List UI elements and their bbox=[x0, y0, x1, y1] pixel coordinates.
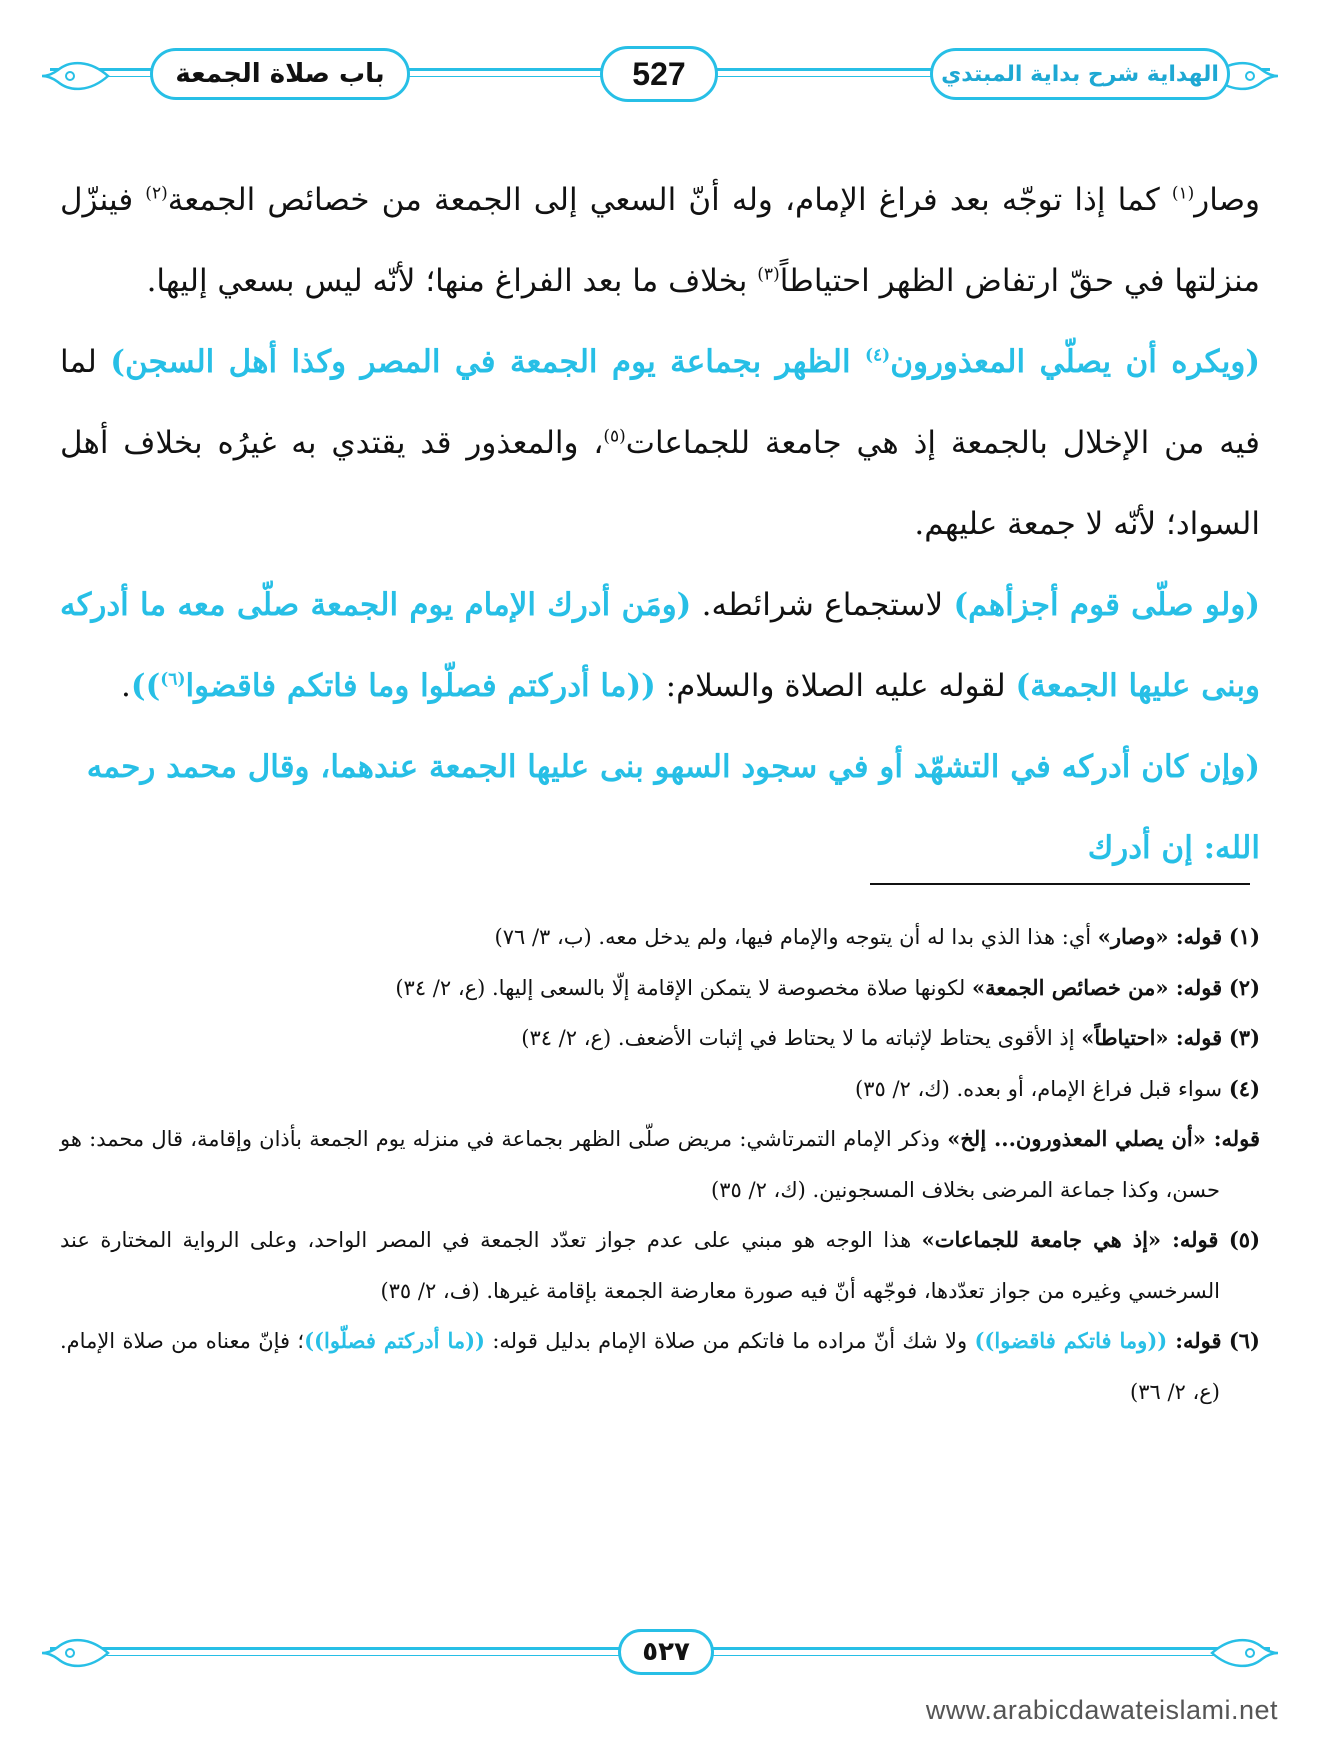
book-title: الهداية شرح بداية المبتدي bbox=[930, 48, 1230, 100]
footer-right-ornament-icon bbox=[1210, 1635, 1280, 1671]
website-url[interactable]: www.arabicdawateislami.net bbox=[925, 1695, 1278, 1725]
paragraph-1: وصار$^{(١)}$ كما إذا توجّه بعد فراغ الإمام، وله أنّ السعي إلى الجمعة من خصائص الجمعة$^{(٢)}$ فينزّل منزلتها في حقّ ارتفاض الظهر احتياطاً$^{(٣)}$ بخلاف ما بعد الفراغ منها؛ لأنّه ليس بسعي إليها. bbox=[60, 182, 1260, 299]
footnote-ref-1: (١) bbox=[1171, 183, 1195, 204]
page-header bbox=[40, 40, 1280, 110]
footer-left-ornament-icon bbox=[40, 1635, 110, 1671]
footnote-separator bbox=[870, 883, 1250, 885]
footnote-4-comment: قوله: «أن يصلي المعذورون... إلخ» وذكر الإمام التمرتاشي: مريض صلّى الظهر بجماعة في منزله يوم الجمعة بأذان وإقامة، قال محمد: هو حسن، وكذا جماعة المرضى بخلاف المسجونين. (ك، ٢/ ٣٥) bbox=[60, 1126, 1260, 1202]
footnote-ref-5: (٥) bbox=[603, 426, 626, 447]
footnote-4: (٤) سواء قبل فراغ الإمام، أو بعده. (ك، ٢/ ٣٥) bbox=[855, 1075, 1260, 1101]
main-text bbox=[60, 160, 1260, 889]
footer-page-number: ٥٢٧ bbox=[618, 1629, 714, 1675]
footnote-ref-4: (٤) bbox=[864, 345, 891, 366]
footnote-6: (٦) قوله: ((وما فاتكم فاقضوا)) ولا شك أنّ مراده ما فاتكم من صلاة الإمام بدليل قوله: ((ما أدركتم فصلّوا))؛ فإنّ معناه من صلاة الإمام. (ع، ٢/ ٣٦) bbox=[60, 1328, 1260, 1404]
footnotes bbox=[60, 912, 1260, 1417]
left-ornament-icon bbox=[40, 58, 110, 94]
footnote-5: (٥) قوله: «إذ هي جامعة للجماعات» هذا الوجه هو مبني على عدم جواز تعدّد الجمعة في المصر الواحد، وعلى الرواية المختارة عند السرخسي وغيره من جواز تعدّدها، فوجّهه أنّ فيه صورة معارضة الجمعة بإقامة غيرها. (ف، ٢/ ٣٥) bbox=[60, 1227, 1260, 1303]
footnote-ref-3: (٣) bbox=[757, 264, 780, 285]
footnote-1: (١) قوله: «وصار» أي: هذا الذي بدا له أن يتوجه والإمام فيها، ولم يدخل معه. (ب، ٣/ ٧٦) bbox=[494, 924, 1260, 949]
page-number: 527 bbox=[600, 46, 718, 102]
paragraph-4: (وإن كان أدركه في التشهّد أو في سجود السهو بنى عليها الجمعة عندهما، وقال محمد رحمه الله: إن أدرك bbox=[86, 749, 1260, 866]
page-footer bbox=[40, 1625, 1280, 1685]
footnote-ref-2: (٢) bbox=[145, 183, 168, 204]
footnote-2: (٢) قوله: «من خصائص الجمعة» لكونها صلاة مخصوصة لا يتمكن الإقامة إلّا بالسعى إليها. (ع، ٢/ ٣٤) bbox=[395, 974, 1260, 1000]
paragraph-2: (ويكره أن يصلّي المعذورون$^{(٤)}$ الظهر بجماعة يوم الجمعة في المصر وكذا أهل السجن) لما فيه من الإخلال بالجمعة إذ هي جامعة للجماعات$^{(٥)}$، والمعذور قد يقتدي به غيرُه بخلاف أهل السواد؛ لأنّه لا جمعة عليهم. bbox=[60, 344, 1261, 542]
paragraph-3: (ولو صلّى قوم أجزأهم) لاستجماع شرائطه. (ومَن أدرك الإمام يوم الجمعة صلّى معه ما أدركه وبنى عليها الجمعة) لقوله عليه الصلاة والسلام: ((ما أدركتم فصلّوا وما فاتكم فاقضوا$^{(٦)}$)). bbox=[60, 587, 1260, 704]
footnote-3: (٣) قوله: «احتياطاً» إذ الأقوى يحتاط لإثباته ما لا يحتاط في إثبات الأضعف. (ع، ٢/ ٣٤) bbox=[521, 1025, 1260, 1050]
footnote-ref-6: (٦) bbox=[160, 669, 186, 690]
chapter-title: باب صلاة الجمعة bbox=[150, 48, 410, 100]
